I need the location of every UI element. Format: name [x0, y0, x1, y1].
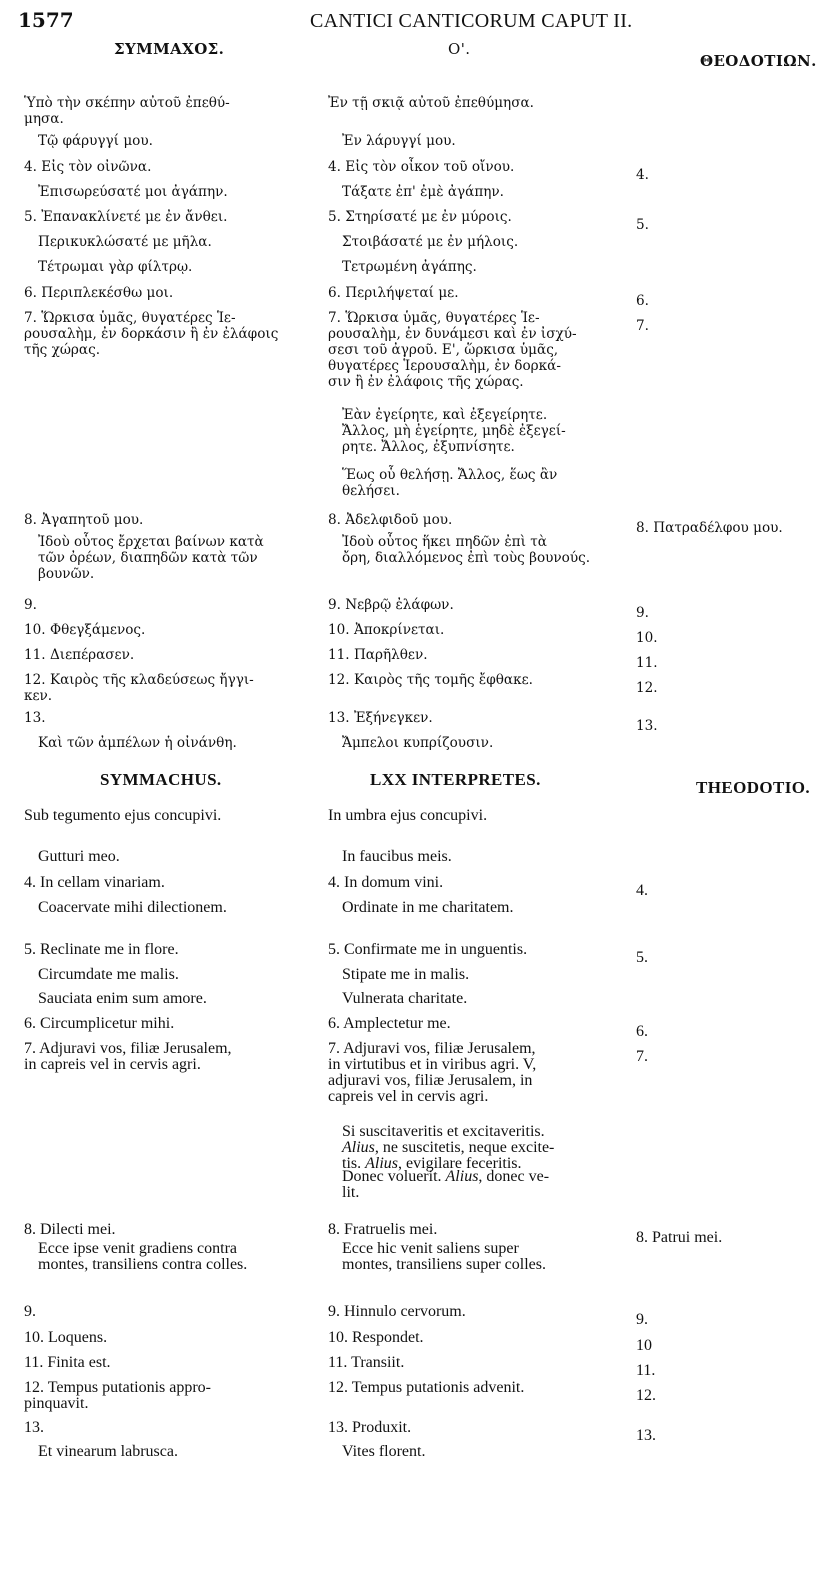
latin-cell-c2 — [328, 1304, 600, 1320]
greek-cell-c2 — [328, 259, 600, 275]
greek-row — [0, 407, 822, 455]
greek-row — [0, 285, 822, 309]
greek-symmachus-text: 8. Ἀγαπητοῦ μου. — [24, 512, 144, 528]
greek-cell-c1 — [24, 622, 314, 638]
latin-symmachus-text: Gutturi meo. — [38, 848, 120, 865]
greek-symmachus-text: 13. — [24, 710, 46, 726]
latin-theodotion-text: 9. — [636, 1311, 648, 1328]
latin-row — [0, 1329, 822, 1354]
latin-cell-c2 — [328, 900, 600, 916]
greek-theodotion-text: 13. — [636, 718, 658, 734]
greek-septuagint-text: Ἐὰν ἐγείρητε, καὶ ἐξεγείρητε. Ἄλλος, μὴ ἐγείρητε, μηδὲ ἐξεγεί- ρητε. Ἄλλος, ἐξυπνίσητε. — [342, 407, 566, 455]
latin-septuagint-text: 12. Tempus putationis advenit. — [328, 1379, 525, 1396]
greek-symmachus-text: Καὶ τῶν ἀμπέλων ἡ οἰνάνθη. — [38, 735, 237, 751]
greek-cell-c1 — [24, 672, 314, 704]
greek-septuagint-text: Ἰδοὺ οὗτος ἥκει πηδῶν ἐπὶ τὰ ὄρη, διαλλόμενος ἐπὶ τοὺς βουνούς. — [342, 534, 591, 566]
latin-symmachus-text: Coacervate mihi dilectionem. — [38, 899, 227, 916]
latin-cell-c3 — [636, 1230, 816, 1246]
latin-cell-c1 — [24, 1444, 314, 1460]
greek-cell-c2 — [328, 622, 600, 638]
latin-cell-c1 — [24, 967, 314, 983]
greek-cell-c1 — [24, 285, 314, 301]
greek-theodotion-text: 4. — [636, 167, 649, 183]
greek-cell-c3 — [636, 217, 816, 233]
greek-cell-c2 — [328, 133, 600, 149]
latin-row — [0, 1221, 822, 1246]
latin-cell-c1 — [24, 991, 314, 1007]
greek-septuagint-text: 6. Περιλήψεταί με. — [328, 285, 459, 301]
greek-cell-c2 — [328, 407, 600, 455]
greek-septuagint-text: Στοιβάσατέ με ἐν μήλοις. — [342, 234, 519, 250]
latin-cell-c2 — [328, 1016, 600, 1032]
greek-cell-c2 — [328, 95, 600, 111]
latin-cell-c3 — [636, 1024, 816, 1040]
greek-cell-c2 — [328, 512, 600, 528]
greek-row — [0, 209, 822, 233]
latin-cell-c3 — [636, 1363, 816, 1379]
latin-symmachus-text: Sub tegumento ejus concupivi. — [24, 807, 222, 824]
greek-cell-c1 — [24, 184, 314, 200]
greek-symmachus-text: Τῷ φάρυγγί μου. — [38, 133, 153, 149]
latin-row — [0, 1419, 822, 1444]
greek-theodotion-text: 9. — [636, 605, 649, 621]
latin-cell-c1 — [24, 849, 314, 865]
latin-cell-c1 — [24, 808, 314, 824]
greek-symmachus-text: 7. Ὥρκισα ὑμᾶς, θυγατέρες Ἱε- ρουσαλὴμ, ἐν δορκάσιν ἢ ἐν ἐλάφοις τῆς χώρας. — [24, 310, 279, 358]
latin-septuagint-text: 4. In domum vini. — [328, 874, 444, 891]
greek-row — [0, 159, 822, 183]
latin-symmachus-text: 4. In cellam vinariam. — [24, 874, 165, 891]
latin-row — [0, 1443, 822, 1460]
greek-symmachus-text: 5. Ἐπανακλίνετέ με ἐν ἄνθει. — [24, 209, 228, 225]
latin-cell-c2 — [328, 808, 600, 824]
page-number: 1577 — [18, 8, 74, 32]
latin-cell-c1 — [24, 875, 314, 891]
greek-row — [0, 735, 822, 751]
latin-septuagint-text: Donec voluerit. Alius, donec ve- lit. — [342, 1168, 550, 1201]
latin-symmachus-text: 10. Loquens. — [24, 1329, 108, 1346]
greek-symmachus-text: 10. Φθεγξάμενος. — [24, 622, 146, 638]
greek-cell-c2 — [328, 184, 600, 200]
greek-septuagint-text: 12. Καιρὸς τῆς τομῆς ἔφθακε. — [328, 672, 533, 688]
latin-septuagint-text: 9. Hinnulo cervorum. — [328, 1303, 466, 1320]
alius-italic: Alius — [342, 1139, 375, 1156]
latin-septuagint-text: 13. Produxit. — [328, 1419, 412, 1436]
greek-row — [0, 512, 822, 536]
greek-cell-c1 — [24, 95, 314, 127]
greek-theodotion-text: 6. — [636, 293, 649, 309]
greek-symmachus-text: 11. Διεπέρασεν. — [24, 647, 135, 663]
greek-cell-c2 — [328, 209, 600, 225]
latin-row — [0, 1168, 822, 1201]
latin-septuagint-text: 11. Transiit. — [328, 1354, 405, 1371]
greek-symmachus-text: Ἐπισωρεύσατέ μοι ἀγάπην. — [38, 184, 228, 200]
greek-header-symmachus: ΣΥΜΜΑΧΟΣ. — [114, 40, 225, 58]
greek-cell-c2 — [328, 285, 600, 301]
latin-septuagint-text: In faucibus meis. — [342, 848, 452, 865]
greek-cell-c1 — [24, 259, 314, 275]
latin-symmachus-text: 9. — [24, 1303, 36, 1320]
latin-theodotion-text: 5. — [636, 949, 648, 966]
greek-symmachus-text: Ἰδοὺ οὗτος ἔρχεται βαίνων κατὰ τῶν ὀρέων, διαπηδῶν κατὰ τῶν βουνῶν. — [38, 534, 264, 582]
latin-cell-c3 — [636, 1338, 816, 1354]
latin-cell-c2 — [328, 991, 600, 1007]
greek-septuagint-text: Ἄμπελοι κυπρίζουσιν. — [342, 735, 494, 751]
greek-cell-c2 — [328, 597, 600, 613]
greek-cell-c3 — [636, 167, 816, 183]
latin-cell-c3 — [636, 1312, 816, 1328]
greek-septuagint-text: 10. Ἀποκρίνεται. — [328, 622, 445, 638]
greek-septuagint-text: 9. Νεβρῷ ἐλάφων. — [328, 597, 454, 613]
latin-symmachus-text: Circumdate me malis. — [38, 966, 179, 983]
latin-septuagint-text: 7. Adjuravi vos, filiæ Jerusalem, in virtutibus et in viribus agri. V, adjuravi vos, filiæ Jerusalem, in capreis vel in cervis agri. — [328, 1040, 537, 1105]
running-head: CANTICI CANTICORUM CAPUT II. — [310, 10, 633, 32]
greek-cell-c3 — [636, 318, 816, 334]
latin-septuagint-text: Si suscitaveritis et excitaveritis. Alius, ne suscitetis, neque excite- tis. Alius, evigilare feceritis. — [342, 1123, 555, 1172]
greek-symmachus-text: 9. — [24, 597, 37, 613]
latin-cell-c1 — [24, 1241, 314, 1273]
latin-theodotion-text: 6. — [636, 1023, 648, 1040]
greek-septuagint-text: 5. Στηρίσατέ με ἐν μύροις. — [328, 209, 512, 225]
greek-theodotion-text: 7. — [636, 318, 649, 334]
latin-cell-c2 — [328, 942, 600, 958]
greek-symmachus-text: 12. Καιρὸς τῆς κλαδεύσεως ἤγγι- κεν. — [24, 672, 254, 704]
greek-septuagint-text: Ἕως οὗ θελήσῃ. Ἄλλος, ἕως ἂν θελήσει. — [342, 467, 558, 499]
greek-septuagint-text: 8. Ἀδελφιδοῦ μου. — [328, 512, 453, 528]
latin-header-theodotion: THEODOTIO. — [696, 778, 811, 797]
greek-symmachus-text: 6. Περιπλεκέσθω μοι. — [24, 285, 174, 301]
latin-cell-c2 — [328, 1355, 600, 1371]
greek-cell-c2 — [328, 647, 600, 663]
latin-cell-c3 — [636, 950, 816, 966]
greek-cell-c1 — [24, 310, 314, 358]
latin-cell-c2 — [328, 1124, 600, 1172]
greek-cell-c2 — [328, 467, 600, 499]
latin-row — [0, 1123, 822, 1172]
greek-cell-c2 — [328, 672, 600, 688]
greek-symmachus-text: Ὑπὸ τὴν σκέπην αὐτοῦ ἐπεθύ- μησα. — [24, 95, 230, 127]
latin-theodotion-text: 11. — [636, 1362, 656, 1379]
latin-cell-c1 — [24, 1016, 314, 1032]
greek-cell-c3 — [636, 655, 816, 671]
greek-row — [0, 534, 822, 582]
greek-row — [0, 310, 822, 390]
latin-septuagint-text: 5. Confirmate me in unguentis. — [328, 941, 528, 958]
latin-septuagint-text: Vulnerata charitate. — [342, 990, 468, 1007]
latin-row — [0, 807, 822, 824]
greek-cell-c3 — [636, 718, 816, 734]
greek-row — [0, 672, 822, 704]
latin-cell-c1 — [24, 1330, 314, 1346]
greek-cell-c2 — [328, 534, 600, 566]
latin-septuagint-text: Ordinate in me charitatem. — [342, 899, 514, 916]
latin-cell-c2 — [328, 849, 600, 865]
latin-septuagint-text: Ecce hic venit saliens super montes, transiliens super colles. — [342, 1240, 546, 1273]
latin-cell-c1 — [24, 1355, 314, 1371]
greek-row — [0, 184, 822, 200]
latin-symmachus-text: Ecce ipse venit gradiens contra montes, transiliens contra colles. — [38, 1240, 248, 1273]
greek-cell-c1 — [24, 735, 314, 751]
greek-cell-c1 — [24, 647, 314, 663]
latin-cell-c1 — [24, 900, 314, 916]
latin-symmachus-text: 12. Tempus putationis appro- pinquavit. — [24, 1379, 212, 1412]
greek-symmachus-text: 4. Εἰς τὸν οἰνῶνα. — [24, 159, 152, 175]
latin-cell-c2 — [328, 1169, 600, 1201]
latin-row — [0, 990, 822, 1007]
latin-row — [0, 941, 822, 966]
latin-septuagint-text: In umbra ejus concupivi. — [328, 807, 488, 824]
latin-row — [0, 1015, 822, 1040]
greek-cell-c3 — [636, 630, 816, 646]
latin-symmachus-text: Et vinearum labrusca. — [38, 1443, 178, 1460]
greek-row — [0, 259, 822, 275]
greek-theodotion-text: 10. — [636, 630, 658, 646]
latin-row — [0, 1040, 822, 1105]
greek-septuagint-text: Ἐν τῇ σκιᾷ αὐτοῦ ἐπεθύμησα. — [328, 95, 534, 111]
greek-septuagint-text: Τετρωμένη ἀγάπης. — [342, 259, 477, 275]
greek-cell-c2 — [328, 159, 600, 175]
greek-cell-c2 — [328, 710, 600, 726]
latin-cell-c2 — [328, 1222, 600, 1238]
latin-theodotion-text: 10 — [636, 1337, 652, 1354]
greek-septuagint-text: 13. Ἐξήνεγκεν. — [328, 710, 433, 726]
greek-header-theodotion: ΘΕΟΔΟΤΙΩΝ. — [700, 52, 817, 70]
latin-header-septuagint: LXX INTERPRETES. — [370, 770, 541, 789]
alius-italic: Alius — [365, 1155, 399, 1172]
latin-theodotion-text: 13. — [636, 1427, 656, 1444]
greek-cell-c1 — [24, 234, 314, 250]
latin-row — [0, 1240, 822, 1273]
latin-symmachus-text: 11. Finita est. — [24, 1354, 111, 1371]
greek-cell-c3 — [636, 293, 816, 309]
greek-row — [0, 95, 822, 127]
greek-row — [0, 467, 822, 499]
greek-septuagint-text: Ἐν λάρυγγί μου. — [342, 133, 456, 149]
latin-cell-c1 — [24, 1222, 314, 1238]
latin-cell-c2 — [328, 875, 600, 891]
latin-cell-c3 — [636, 883, 816, 899]
latin-cell-c1 — [24, 1420, 314, 1436]
greek-septuagint-text: 4. Εἰς τὸν οἶκον τοῦ οἴνου. — [328, 159, 515, 175]
latin-row — [0, 1303, 822, 1328]
latin-symmachus-text: 6. Circumplicetur mihi. — [24, 1015, 175, 1032]
latin-row — [0, 848, 822, 865]
latin-septuagint-text: Vites florent. — [342, 1443, 426, 1460]
latin-symmachus-text: 5. Reclinate me in flore. — [24, 941, 179, 958]
latin-cell-c3 — [636, 1049, 816, 1065]
latin-septuagint-text: Stipate me in malis. — [342, 966, 470, 983]
latin-septuagint-text: 6. Amplectetur me. — [328, 1015, 451, 1032]
greek-row — [0, 133, 822, 149]
latin-symmachus-text: Sauciata enim sum amore. — [38, 990, 207, 1007]
latin-symmachus-text: 13. — [24, 1419, 44, 1436]
latin-symmachus-text: 7. Adjuravi vos, filiæ Jerusalem, in capreis vel in cervis agri. — [24, 1040, 232, 1073]
greek-cell-c3 — [636, 605, 816, 621]
latin-cell-c1 — [24, 1304, 314, 1320]
latin-theodotion-text: 7. — [636, 1048, 648, 1065]
latin-cell-c2 — [328, 1330, 600, 1346]
greek-theodotion-text: 5. — [636, 217, 649, 233]
latin-theodotion-text: 4. — [636, 882, 648, 899]
greek-cell-c1 — [24, 133, 314, 149]
greek-theodotion-text: 12. — [636, 680, 658, 696]
greek-septuagint-text: Τάξατε ἐπ' ἐμὲ ἀγάπην. — [342, 184, 504, 200]
greek-septuagint-text: 11. Παρῆλθεν. — [328, 647, 428, 663]
latin-septuagint-text: 10. Respondet. — [328, 1329, 424, 1346]
latin-row — [0, 966, 822, 983]
greek-row — [0, 647, 822, 671]
latin-cell-c2 — [328, 967, 600, 983]
latin-cell-c1 — [24, 1380, 314, 1412]
greek-row — [0, 710, 822, 734]
greek-cell-c2 — [328, 310, 600, 390]
latin-row — [0, 1379, 822, 1412]
greek-cell-c2 — [328, 735, 600, 751]
greek-row — [0, 234, 822, 250]
greek-row — [0, 597, 822, 621]
greek-cell-c3 — [636, 680, 816, 696]
latin-header-symmachus: SYMMACHUS. — [100, 770, 222, 789]
latin-cell-c3 — [636, 1428, 816, 1444]
latin-septuagint-text: 8. Fratruelis mei. — [328, 1221, 438, 1238]
latin-cell-c2 — [328, 1444, 600, 1460]
greek-cell-c1 — [24, 710, 314, 726]
greek-cell-c1 — [24, 209, 314, 225]
greek-row — [0, 622, 822, 646]
greek-cell-c2 — [328, 234, 600, 250]
greek-septuagint-text: 7. Ὥρκισα ὑμᾶς, θυγατέρες Ἱε- ρουσαλὴμ, ἐν δυνάμεσι καὶ ἐν ἰσχύ- σεσι τοῦ ἀγροῦ. Ε', ὥρκισα ὑμᾶς, θυγατέρες Ἱερουσαλὴμ, ἐν δορκά- σιν ἢ ἐν ἐλάφοις τῆς χώρας. — [328, 310, 577, 390]
greek-symmachus-text: Τέτρωμαι γὰρ φίλτρῳ. — [38, 259, 193, 275]
latin-row — [0, 899, 822, 916]
latin-cell-c2 — [328, 1041, 600, 1105]
latin-row — [0, 874, 822, 899]
latin-theodotion-text: 12. — [636, 1387, 656, 1404]
greek-symmachus-text: Περικυκλώσατέ με μῆλα. — [38, 234, 212, 250]
alius-italic: Alius — [445, 1168, 479, 1185]
greek-header-septuagint: Ο'. — [448, 40, 471, 58]
latin-symmachus-text: 8. Dilecti mei. — [24, 1221, 116, 1238]
latin-cell-c1 — [24, 1041, 314, 1073]
latin-theodotion-text: 8. Patrui mei. — [636, 1229, 723, 1246]
latin-cell-c3 — [636, 1388, 816, 1404]
latin-cell-c1 — [24, 942, 314, 958]
latin-cell-c2 — [328, 1241, 600, 1273]
greek-theodotion-text: 11. — [636, 655, 658, 671]
greek-cell-c1 — [24, 597, 314, 613]
latin-row — [0, 1354, 822, 1379]
latin-cell-c2 — [328, 1420, 600, 1436]
greek-cell-c1 — [24, 534, 314, 582]
greek-cell-c1 — [24, 512, 314, 528]
latin-cell-c2 — [328, 1380, 600, 1396]
greek-theodotion-text: 8. Πατραδέλφου μου. — [636, 520, 783, 536]
greek-cell-c1 — [24, 159, 314, 175]
